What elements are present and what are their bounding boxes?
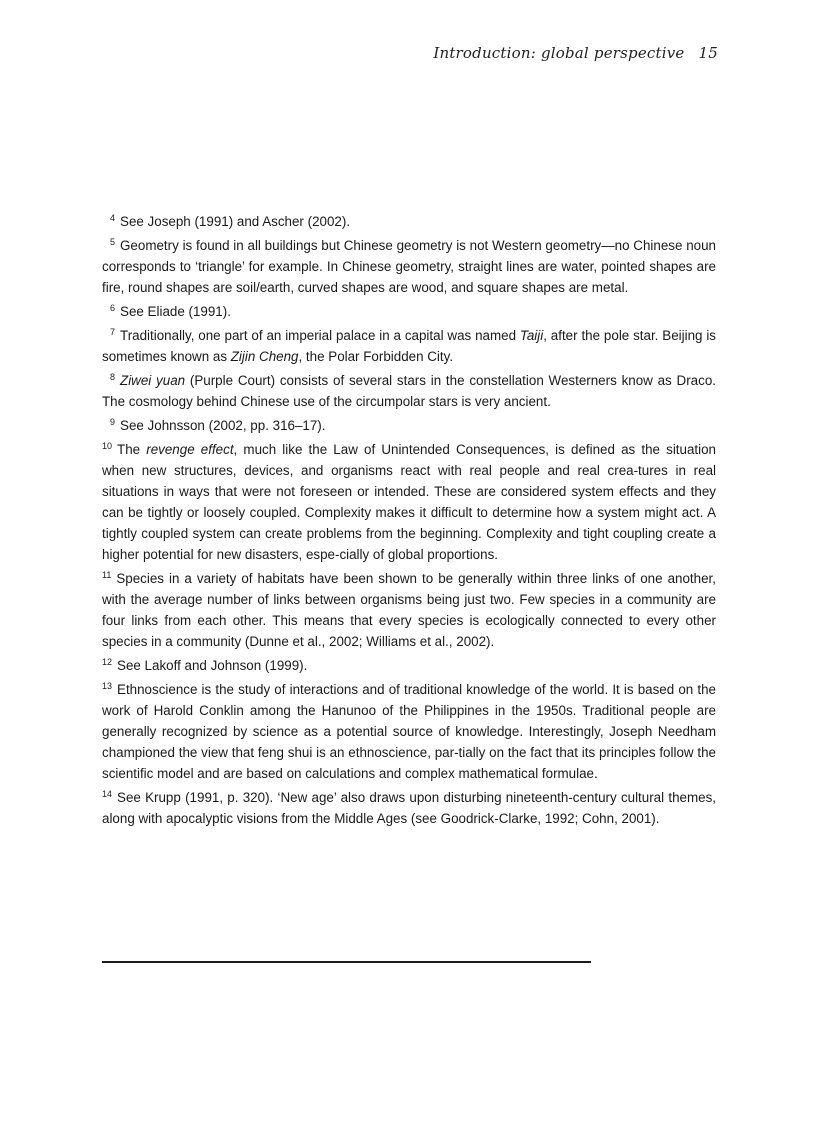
endnote-text: See Johnsson (2002, pp. 316–17). xyxy=(120,418,326,433)
endnote-italic-term: Ziwei yuan xyxy=(120,373,186,388)
endnote-number: 10 xyxy=(102,441,113,451)
running-title: Introduction: global perspective xyxy=(433,44,685,62)
endnote-text: Species in a variety of habitats have been shown to be generally within three links of one another, with the average number of links between organisms being just two. Few species in a community are four links from each other. This means that every species is ecologically connected to every other species in a community (Dunne et al., 2002; Williams et al., 2002). xyxy=(102,571,716,649)
endnote-14 xyxy=(102,787,716,829)
endnote-italic-term: revenge effect xyxy=(146,442,234,457)
endnote-number: 12 xyxy=(102,657,113,667)
section-divider-rule xyxy=(102,961,591,963)
endnote-text: Ethnoscience is the study of interactions and of traditional knowledge of the world. It is based on the work of Harold Conklin among the Hanunoo of the Philippines in the 1950s. Traditional people are generally recognized by science as a potential source of knowledge. Interestingly, Joseph Needham championed the view that feng shui is an ethnoscience, par-tially on the fact that its principles follow the scientific model and are based on calculations and complex mathematical formulae. xyxy=(102,682,716,781)
endnote-5 xyxy=(102,235,716,298)
endnote-4 xyxy=(102,211,716,232)
endnote-number: 9 xyxy=(110,417,116,427)
endnote-number: 4 xyxy=(110,213,116,223)
endnote-text: , the Polar Forbidden City. xyxy=(298,349,454,364)
endnote-10 xyxy=(102,439,716,565)
endnote-text: See Lakoff and Johnson (1999). xyxy=(117,658,308,673)
endnote-number: 5 xyxy=(110,237,116,247)
endnote-6 xyxy=(102,301,716,322)
endnote-9 xyxy=(102,415,716,436)
endnote-text: See Krupp (1991, p. 320). ‘New age’ also draws upon disturbing nineteenth-century cultural themes, along with apocalyptic visions from the Middle Ages (see Goodrick-Clarke, 1992; Cohn, 2001). xyxy=(102,790,716,826)
endnote-italic-term: Taiji xyxy=(519,328,544,343)
running-header xyxy=(433,44,718,62)
endnote-number: 13 xyxy=(102,681,113,691)
endnote-text: (Purple Court) consists of several stars in the constellation Westerners know as Draco. The cosmology behind Chinese use of the circumpolar stars is very ancient. xyxy=(102,373,716,409)
page-number: 15 xyxy=(698,44,718,62)
endnote-number: 11 xyxy=(102,570,112,580)
endnote-number: 6 xyxy=(110,303,116,313)
endnote-text: See Eliade (1991). xyxy=(120,304,231,319)
endnote-italic-term: Zijin Cheng xyxy=(230,349,299,364)
endnote-7 xyxy=(102,325,716,367)
endnote-text: Traditionally, one part of an imperial palace in a capital was named xyxy=(120,328,520,343)
endnote-8 xyxy=(102,370,716,412)
endnote-number: 8 xyxy=(110,372,116,382)
endnote-number: 7 xyxy=(110,327,116,337)
endnote-text: See Joseph (1991) and Ascher (2002). xyxy=(120,214,351,229)
endnote-text: The xyxy=(117,442,147,457)
endnote-text: Geometry is found in all buildings but Chinese geometry is not Western geometry—no Chinese noun corresponds to ‘triangle’ for example. In Chinese geometry, straight lines are water, pointed shapes are fire, round shapes are soil/earth, curved shapes are wood, and square shapes are metal. xyxy=(102,238,716,295)
endnote-11 xyxy=(102,568,716,652)
endnote-13 xyxy=(102,679,716,784)
endnotes-list xyxy=(102,211,716,832)
endnote-12 xyxy=(102,655,716,676)
endnote-text: , after the pole star. Beijing is sometimes known as xyxy=(102,328,716,364)
endnote-number: 14 xyxy=(102,789,113,799)
endnote-text: , much like the Law of Unintended Consequences, is defined as the situation when new structures, devices, and organisms react with real people and real crea-tures in real situations in ways that were not foreseen or intended. These are considered system effects and they can be tightly or loosely coupled. Complexity makes it difficult to determine how a system might act. A tightly coupled system can create problems from the beginning. Complexity and tight coupling create a higher potential for new disasters, espe-cially of global proportions. xyxy=(102,442,716,562)
